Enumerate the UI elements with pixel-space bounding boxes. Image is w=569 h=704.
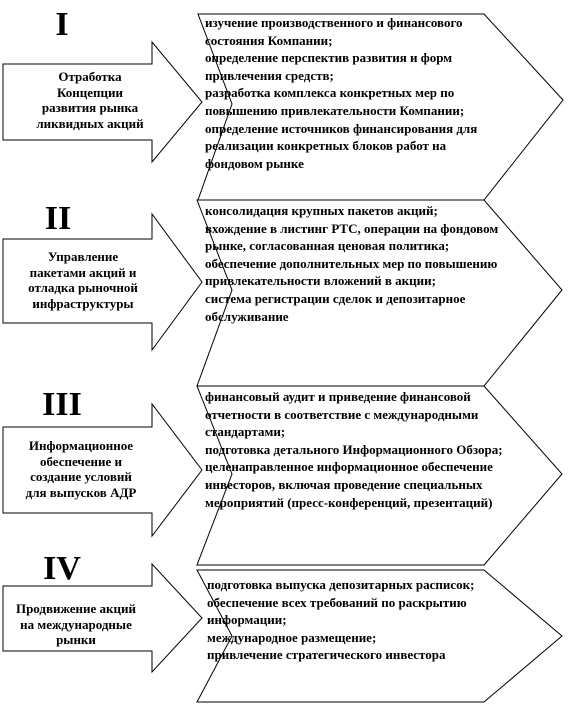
stage-1-task: определение источников финансирования для реализации конкретных блоков работ на фондовом рынке xyxy=(205,120,478,171)
stage-3-label-line: обеспечение и xyxy=(39,453,123,469)
stage-1-label-line: развития рынка xyxy=(41,100,139,115)
stage-4-task: подготовка выпуска депозитарных расписок; xyxy=(207,577,475,592)
stage-2-task: консолидация крупных пакетов акций; xyxy=(205,203,438,218)
stage-1-task: разработка комплекса конкретных мер по повышению привлекательности Компании; xyxy=(205,85,465,118)
stage-2-label-line: инфраструктуры xyxy=(32,295,134,311)
stage-1-numeral: I xyxy=(55,6,69,43)
stage-4-task: международное размещение; xyxy=(207,629,377,645)
stage-3-task: финансовый аудит и приведение финансовой отчетности в соответствие с международными стандартами; xyxy=(205,389,479,440)
stage-1-label-line: Отработка xyxy=(58,69,122,84)
stage-2-task: система регистрации сделок и депозитарное обслуживание xyxy=(205,290,466,324)
stage-2-task: обеспечение дополнительных мер по повышению привлекательности вложений в акции; xyxy=(205,255,498,289)
stage-4-label-line: на международные xyxy=(20,616,132,632)
stage-3-label-line: для выпусков АДР xyxy=(25,484,137,500)
stage-4-tasks xyxy=(207,576,497,664)
stage-1-task: изучение производственного и финансового состояния Компании; xyxy=(205,15,463,48)
stage-1-label-line: Концепции xyxy=(57,84,123,100)
stage-2-label xyxy=(10,249,156,311)
stage-3-tasks xyxy=(205,388,505,511)
stage-4-numeral: IV xyxy=(43,550,81,587)
stage-2-numeral: II xyxy=(44,200,72,237)
stage-2-label-line: Управление xyxy=(47,249,119,264)
stage-1-label-line: ликвидных акций xyxy=(36,115,144,131)
stage-3-label-line: Информационное xyxy=(28,438,134,453)
stage-3-task: подготовка детального Информационного Обзора; xyxy=(205,441,503,457)
stage-2-label-line: пакетами акций и xyxy=(29,264,137,280)
stage-4-task: привлечение стратегического инвестора xyxy=(207,647,446,663)
stage-2-label-line: отладка рыночной xyxy=(28,280,138,295)
stage-4-task: обеспечение всех требований по раскрытию информации; xyxy=(207,594,467,628)
stage-3-label-line: создание условий xyxy=(30,469,132,484)
stage-4-label xyxy=(0,601,152,648)
stage-3-label xyxy=(8,438,154,500)
stage-1-tasks xyxy=(205,14,505,172)
stage-1-task: определение перспектив развития и форм привлечения средств; xyxy=(205,50,453,83)
stage-2-tasks xyxy=(205,202,505,325)
stage-2-task: вхождение в листинг РТС, операции на фондовом рынке, согласованная ценовая политика; xyxy=(205,220,499,254)
stage-4-label-line: Продвижение акций xyxy=(15,601,137,616)
stage-3-numeral: III xyxy=(42,386,82,423)
stage-3-task: целенаправленное информационное обеспечение инвесторов, включая проведение специальных мероприятий (пресс-конференций, презентаций) xyxy=(205,459,493,510)
stage-4-label-line: рынки xyxy=(56,632,96,647)
stage-1-label xyxy=(22,69,158,131)
